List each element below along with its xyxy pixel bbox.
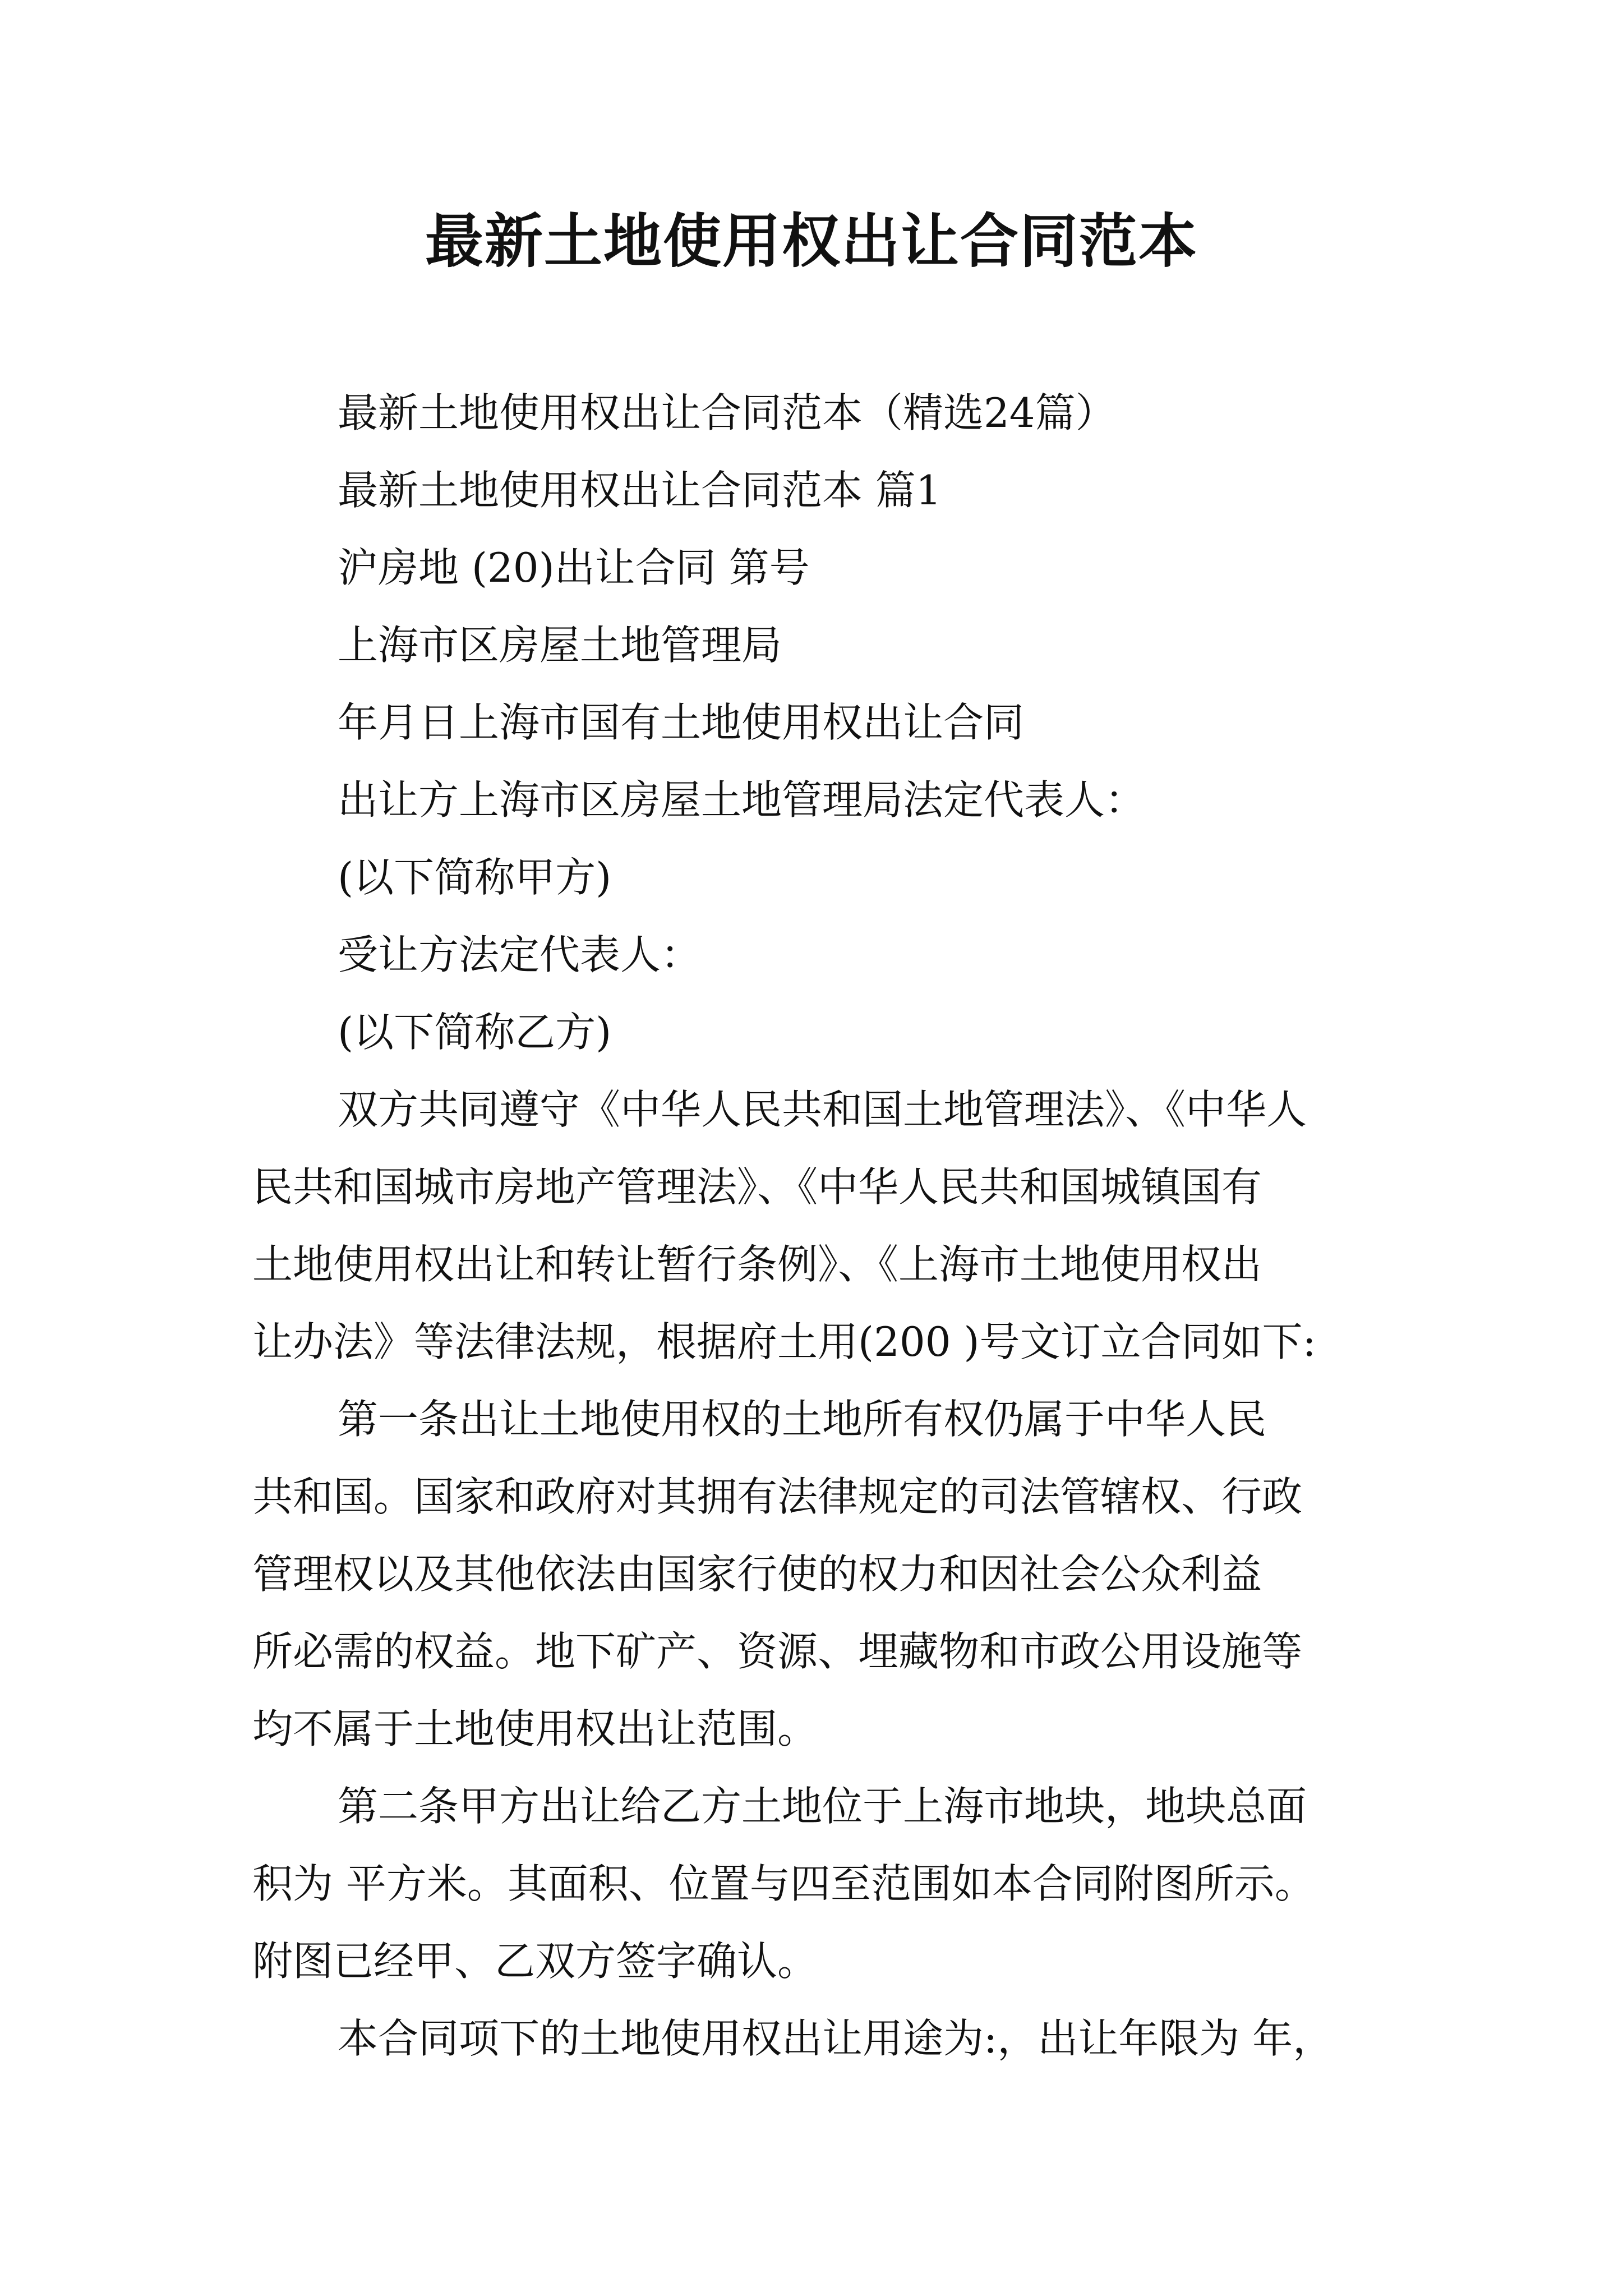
doc-line-7: (以下简称甲方) bbox=[338, 854, 612, 901]
doc-line-1: 最新土地使用权出让合同范本（精选24篇） bbox=[338, 389, 1116, 436]
doc-line-11: 民共和国城市房地产管理法》、《中华人民共和国城镇国有 bbox=[252, 1163, 1262, 1211]
doc-line-19: 第二条甲方出让给乙方土地位于上海市地块，地块总面 bbox=[338, 1783, 1307, 1830]
document-body bbox=[252, 374, 1408, 2077]
doc-line-5: 年月日上海市国有土地使用权出让合同 bbox=[338, 699, 1025, 746]
doc-line-15: 共和国。国家和政府对其拥有法律规定的司法管辖权、行政 bbox=[252, 1473, 1303, 1520]
doc-line-12: 土地使用权出让和转让暂行条例》、《上海市土地使用权出 bbox=[252, 1241, 1262, 1288]
doc-line-3: 沪房地 (20)出让合同 第号 bbox=[338, 544, 810, 591]
doc-line-6: 出让方上海市区房屋土地管理局法定代表人： bbox=[338, 776, 1146, 823]
document-title: 最新土地使用权出让合同范本 bbox=[425, 207, 1198, 275]
doc-line-16: 管理权以及其他依法由国家行使的权力和因社会公众利益 bbox=[252, 1550, 1262, 1598]
doc-line-4: 上海市区房屋土地管理局 bbox=[338, 622, 782, 669]
doc-line-14: 第一条出让土地使用权的土地所有权仍属于中华人民 bbox=[338, 1396, 1267, 1443]
doc-line-10: 双方共同遵守《中华人民共和国土地管理法》、《中华人 bbox=[338, 1086, 1307, 1133]
doc-line-8: 受让方法定代表人： bbox=[338, 931, 702, 978]
doc-line-13: 让办法》等法律法规，根据府土用(200 )号文订立合同如下: bbox=[252, 1318, 1316, 1365]
doc-line-17: 所必需的权益。地下矿产、资源、埋藏物和市政公用设施等 bbox=[252, 1628, 1303, 1675]
doc-line-21: 附图已经甲、乙双方签字确认。 bbox=[252, 1938, 818, 1985]
doc-line-18: 均不属于土地使用权出让范围。 bbox=[252, 1705, 818, 1752]
doc-line-9: (以下简称乙方) bbox=[338, 1009, 612, 1056]
doc-line-22: 本合同项下的土地使用权出让用途为:，出让年限为 年， bbox=[338, 2015, 1334, 2062]
doc-line-20: 积为 平方米。其面积、位置与四至范围如本合同附图所示。 bbox=[252, 1860, 1315, 1907]
doc-line-2: 最新土地使用权出让合同范本 篇1 bbox=[338, 467, 942, 514]
